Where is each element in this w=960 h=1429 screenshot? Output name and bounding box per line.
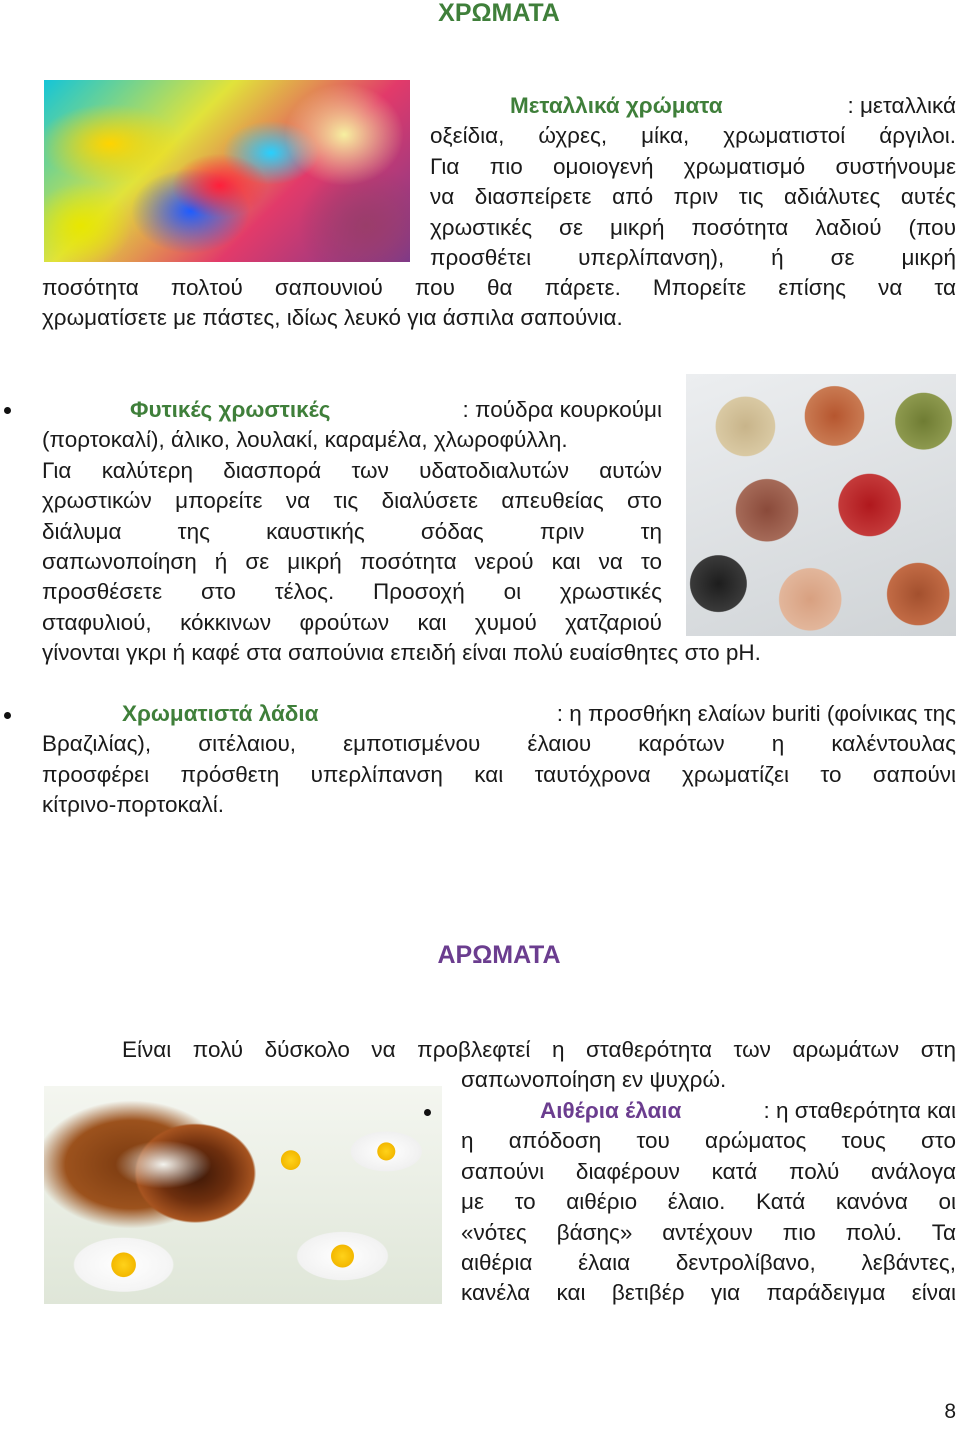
plant-pigments-paragraph	[42, 395, 662, 638]
aroma-intro-line-1: Είναι πολύ δύσκολο να προβλεφτεί η σταθερότητα των αρωμάτων στη	[122, 1037, 956, 1062]
metallic-line-1-rest: : μεταλλικά	[847, 93, 956, 118]
plant-pigments-paragraph-cont	[42, 638, 942, 668]
essential-line-2: η απόδοση του αρώματος τους στο	[461, 1128, 956, 1154]
metallic-line-1	[430, 91, 956, 121]
metallic-line-2: οξείδια, ώχρες, μίκα, χρωματιστοί άργιλοι.	[430, 123, 956, 149]
bullet-oils	[4, 712, 11, 719]
aroma-intro-line-2: σαπωνοποίηση εν ψυχρώ.	[461, 1067, 727, 1093]
plant-line-5: διάλυμα της καυστικής σόδας πριν τη	[42, 518, 662, 544]
essential-line-4: με το αιθέριο έλαιο. Κατά κανόνα οι	[461, 1189, 956, 1215]
metallic-line-8: χρωματίσετε με πάστες, ιδίως λευκό για άσπιλα σαπούνια.	[42, 305, 623, 331]
plant-line-3: Για καλύτερη διασπορά των υδατοδιαλυτών αυτών	[42, 457, 662, 483]
essential-oil-bottle-chamomile-image	[44, 1086, 442, 1304]
essential-term: Αιθέρια έλαια	[540, 1098, 682, 1123]
bullet-essential	[424, 1109, 431, 1116]
essential-line-1	[461, 1096, 956, 1126]
plant-term: Φυτικές χρωστικές	[130, 397, 331, 422]
oils-term: Χρωματιστά λάδια	[122, 701, 319, 726]
oils-line-1-rest: : η προσθήκη ελαίων buriti (φοίνικας της	[556, 701, 956, 726]
metallic-line-6: προσθέτει υπερλίπανση), ή σε μικρή	[430, 245, 956, 271]
oils-line-4: κίτρινο-πορτοκαλί.	[42, 792, 224, 818]
colored-oils-paragraph	[42, 699, 956, 821]
essential-line-3: σαπούνι διαφέρουν κατά πολύ ανάλογα	[461, 1158, 956, 1184]
essential-line-1-rest: : η σταθερότητα και	[763, 1098, 956, 1123]
essential-oils-paragraph	[461, 1096, 956, 1309]
plant-line-6: σαπωνοποίηση ή σε μικρή ποσότητα νερού και να το	[42, 549, 662, 575]
plant-line-2: (πορτοκαλί), άλικο, λουλακί, καραμέλα, χλωροφύλλη.	[42, 427, 568, 453]
metallic-term: Μεταλλικά χρώματα	[510, 93, 723, 118]
oils-line-2: Βραζιλίας), σιτέλαιου, εμποτισμένου έλαιου καρότων η καλέντουλας	[42, 731, 956, 757]
metallic-line-3: Για πιο ομοιογενή χρωματισμό συστήνουμε	[430, 153, 956, 179]
essential-line-7: κανέλα και βετιβέρ για παράδειγμα είναι	[461, 1280, 956, 1306]
plant-line-9: γίνονται γκρι ή καφέ στα σαπούνια επειδή είναι πολύ ευαίσθητες στο pH.	[42, 640, 761, 665]
metallic-colors-paragraph	[430, 91, 956, 273]
essential-line-6: αιθέρια έλαια δεντρολίβανο, λεβάντες,	[461, 1250, 956, 1276]
oils-line-1	[42, 699, 956, 729]
essential-line-5: «νότες βάσης» αντέχουν πιο πολύ. Τα	[461, 1219, 956, 1245]
metallic-colors-paragraph-cont	[42, 273, 956, 334]
plant-line-8: σταφυλιού, κόκκινων φρούτων και χυμού χατζαριού	[42, 609, 662, 635]
oils-line-3: προσφέρει πρόσθετη υπερλίπανση και ταυτόχρονα χρωματίζει το σαπούνι	[42, 761, 956, 787]
metallic-line-7: ποσότητα πολτού σαπουνιού που θα πάρετε. Μπορείτε επίσης να τα	[42, 275, 956, 300]
metallic-line-5: χρωστικές σε μικρή ποσότητα λαδιού (που	[430, 214, 956, 240]
page-number: 8	[944, 1399, 956, 1423]
bullet-plant	[4, 407, 11, 414]
heading-aromas: ΑΡΩΜΑΤΑ	[437, 941, 561, 969]
plant-line-1	[42, 395, 662, 425]
plant-line-4: χρωστικών μπορείτε να τις διαλύσετε απευθείας στο	[42, 488, 662, 514]
plant-line-7: προσθέσετε στο τέλος. Προσοχή οι χρωστικές	[42, 579, 662, 605]
pigment-powder-jars-image	[686, 374, 956, 636]
abstract-paint-image	[44, 80, 410, 262]
metallic-line-4: να διασπείρετε από πριν τις αδιάλυτες αυτές	[430, 184, 956, 210]
plant-line-1-rest: : πούδρα κουρκούμι	[462, 397, 662, 422]
heading-colors: ΧΡΩΜΑΤΑ	[438, 0, 560, 27]
